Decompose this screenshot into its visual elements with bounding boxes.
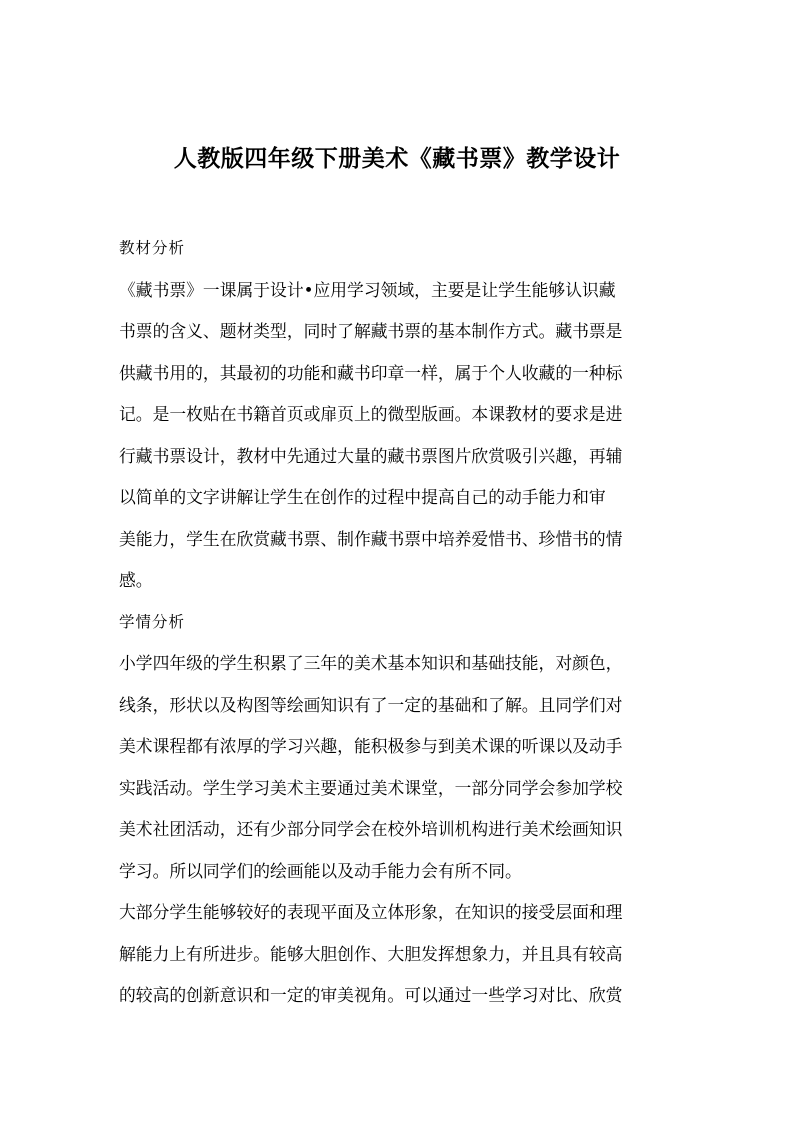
paragraph-line: 小学四年级的学生积累了三年的美术基本知识和基础技能，对颜色，: [119, 653, 623, 673]
paragraph-line: 书票的含义、题材类型，同时了解藏书票的基本制作方式。藏书票是: [119, 321, 623, 341]
paragraph-line: 记。是一枚贴在书籍首页或扉页上的微型版画。本课教材的要求是进: [119, 404, 623, 424]
paragraph-line: 《藏书票》一课属于设计•应用学习领域，主要是让学生能够认识藏: [119, 279, 616, 300]
paragraph-line: 供藏书用的，其最初的功能和藏书印章一样，属于个人收藏的一种标: [119, 362, 623, 383]
paragraph-line: 美术课程都有浓厚的学习兴趣，能积极参与到美术课的听课以及动手: [119, 736, 623, 756]
paragraph-line: 美术社团活动，还有少部分同学会在校外培训机构进行美术绘画知识: [119, 819, 623, 839]
paragraph-line: 大部分学生能够较好的表现平面及立体形象，在知识的接受层面和理: [119, 902, 623, 922]
section-heading-student-analysis: 学情分析: [119, 612, 186, 631]
paragraph-line: 解能力上有所进步。能够大胆创作、大胆发挥想象力，并且具有较高: [119, 943, 623, 964]
document-body: [119, 228, 691, 1017]
section-heading-textbook-analysis: 教材分析: [119, 239, 186, 257]
paragraph-line: 以简单的文字讲解让学生在创作的过程中提高自己的动手能力和审: [119, 487, 606, 507]
paragraph-line: 学习。所以同学们的绘画能以及动手能力会有所不同。: [119, 860, 522, 881]
paragraph-line: 行藏书票设计，教材中先通过大量的藏书票图片欣赏吸引兴趣，再辅: [119, 445, 623, 466]
paragraph-line: 感。: [119, 570, 153, 590]
paragraph-line: 美能力，学生在欣赏藏书票、制作藏书票中培养爱惜书、珍惜书的情: [119, 528, 623, 549]
document-title: 人教版四年级下册美术《藏书票》教学设计: [173, 146, 621, 172]
paragraph-line: 线条，形状以及构图等绘画知识有了一定的基础和了解。且同学们对: [119, 694, 623, 715]
paragraph-line: 实践活动。学生学习美术主要通过美术课堂，一部分同学会参加学校: [119, 777, 623, 798]
paragraph-line: 的较高的创新意识和一定的审美视角。可以通过一些学习对比、欣赏: [119, 985, 623, 1005]
